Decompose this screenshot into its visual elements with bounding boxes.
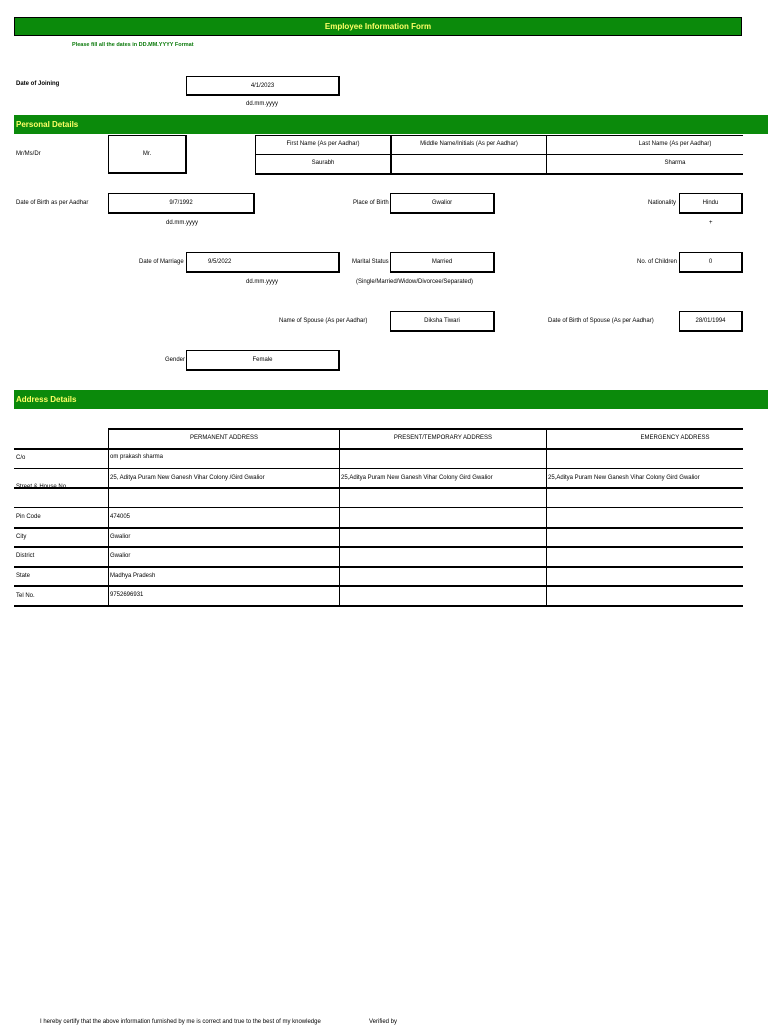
district-permanent[interactable]: Gwalior	[110, 553, 131, 559]
nationality-mark: +	[709, 220, 713, 226]
marital-status-hint: (Single/Married/Widow/Divorcee/Separated)	[356, 279, 474, 285]
pob-value: Gwalior	[431, 200, 453, 206]
middle-name-label: Middle Name/Initials (As per Aadhar)	[420, 141, 518, 147]
form-title: Employee Information Form	[324, 22, 432, 31]
addr-line-7	[14, 566, 743, 568]
joining-date-hint: dd.mm.yyyy	[246, 101, 279, 107]
address-details-band	[14, 390, 768, 409]
addr-line-3	[14, 487, 743, 489]
marital-status-label: Marital Status	[352, 259, 389, 265]
addr-line-1	[14, 448, 743, 450]
row-label-city: City	[16, 534, 27, 540]
street-permanent[interactable]: 25, Aditya Puram New Ganesh Vihar Colony /Gird Gwalior	[110, 475, 265, 481]
salutation-label: Mr/Ms/Dr	[16, 151, 41, 157]
col-header-emergency: EMERGENCY ADDRESS	[640, 435, 710, 441]
marriage-date-value: 9/5/2022	[208, 259, 232, 265]
verified-by-text: Verified by	[369, 1019, 398, 1025]
row-label-tel: Tel No.	[16, 593, 35, 599]
children-value: 0	[708, 259, 713, 265]
addr-line-2	[14, 468, 743, 469]
joining-date-field[interactable]	[186, 76, 340, 96]
nationality-field[interactable]	[679, 193, 743, 214]
salutation-field[interactable]	[108, 135, 187, 174]
spouse-name-label: Name of Spouse (As per Aadhar)	[279, 318, 368, 324]
marital-status-field[interactable]	[390, 252, 495, 273]
marriage-date-hint: dd.mm.yyyy	[246, 279, 279, 285]
spouse-name-value: Diksha Tiwari	[424, 318, 460, 324]
addr-vline-1	[108, 428, 109, 606]
spouse-name-field[interactable]	[390, 311, 495, 332]
row-label-co: C/o	[16, 455, 26, 461]
city-permanent[interactable]: Gwalior	[110, 534, 131, 540]
street-present[interactable]: 25,Aditya Puram New Ganesh Vihar Colony Gird Gwalior	[341, 475, 493, 481]
address-details-title: Address Details	[16, 395, 77, 404]
pob-field[interactable]	[390, 193, 495, 214]
addr-vline-2	[339, 428, 340, 606]
gender-field[interactable]	[186, 350, 340, 371]
first-name-label: First Name (As per Aadhar)	[286, 141, 360, 147]
marriage-date-label: Date of Marriage	[139, 259, 184, 265]
tel-permanent[interactable]: 9752696931	[110, 592, 144, 598]
addr-line-5	[14, 527, 743, 529]
row-label-pin: Pin Code	[16, 514, 41, 520]
dob-field[interactable]	[108, 193, 255, 214]
joining-date-label: Date of Joining	[16, 81, 60, 87]
dob-hint: dd.mm.yyyy	[166, 220, 199, 226]
pob-label: Place of Birth	[353, 200, 389, 206]
pin-permanent[interactable]: 474005	[110, 514, 131, 520]
name-grid-top	[255, 135, 743, 136]
addr-line-6	[14, 546, 743, 548]
gender-label: Gender	[165, 357, 186, 363]
name-grid-mid	[255, 154, 743, 155]
children-label: No. of Children	[637, 259, 678, 265]
gender-value: Female	[252, 357, 273, 363]
addr-line-4	[14, 507, 743, 508]
dob-value: 9/7/1992	[169, 200, 193, 206]
marriage-date-field[interactable]	[186, 252, 340, 273]
state-permanent[interactable]: Madhya Pradesh	[110, 573, 156, 579]
col-header-present: PRESENT/TEMPORARY ADDRESS	[393, 435, 493, 441]
spouse-dob-field[interactable]	[679, 311, 743, 332]
dob-label: Date of Birth as per Aadhar	[16, 200, 89, 206]
declaration-text: I hereby certify that the above information furnished by me is correct and true to the best of my knowledge	[40, 1019, 321, 1025]
spouse-dob-label: Date of Birth of Spouse (As per Aadhar)	[548, 318, 654, 324]
col-header-permanent: PERMANENT ADDRESS	[190, 435, 258, 441]
row-label-state: State	[16, 573, 31, 579]
row-label-district: District	[16, 553, 35, 559]
addr-line-0	[108, 428, 743, 430]
last-name-input[interactable]: Sharma	[664, 160, 686, 166]
row-label-street: Street & House No.	[16, 484, 68, 490]
personal-details-title: Personal Details	[16, 120, 79, 129]
salutation-value: Mr.	[142, 151, 152, 157]
date-format-note: Please fill all the dates in DD.MM.YYYY Format	[72, 42, 194, 48]
personal-details-band	[14, 115, 768, 134]
addr-line-8	[14, 585, 743, 587]
nationality-value: Hindu	[702, 200, 719, 206]
addr-vline-3	[546, 428, 547, 606]
marital-status-value: Married	[431, 259, 453, 265]
form-title-band	[14, 17, 742, 36]
first-name-input[interactable]: Saurabh	[311, 160, 335, 166]
addr-line-9	[14, 605, 743, 607]
street-emergency[interactable]: 25,Aditya Puram New Ganesh Vihar Colony Gird Gwalior	[548, 475, 700, 481]
children-field[interactable]	[679, 252, 743, 273]
nationality-label: Nationality	[648, 200, 677, 206]
last-name-label: Last Name (As per Aadhar)	[638, 141, 712, 147]
co-permanent[interactable]: om prakash sharma	[110, 454, 164, 460]
name-grid-bottom	[255, 173, 743, 175]
middle-name-input[interactable]	[392, 159, 546, 167]
joining-date-value: 4/1/2023	[250, 82, 275, 89]
spouse-dob-value: 28/01/1994	[695, 318, 726, 324]
